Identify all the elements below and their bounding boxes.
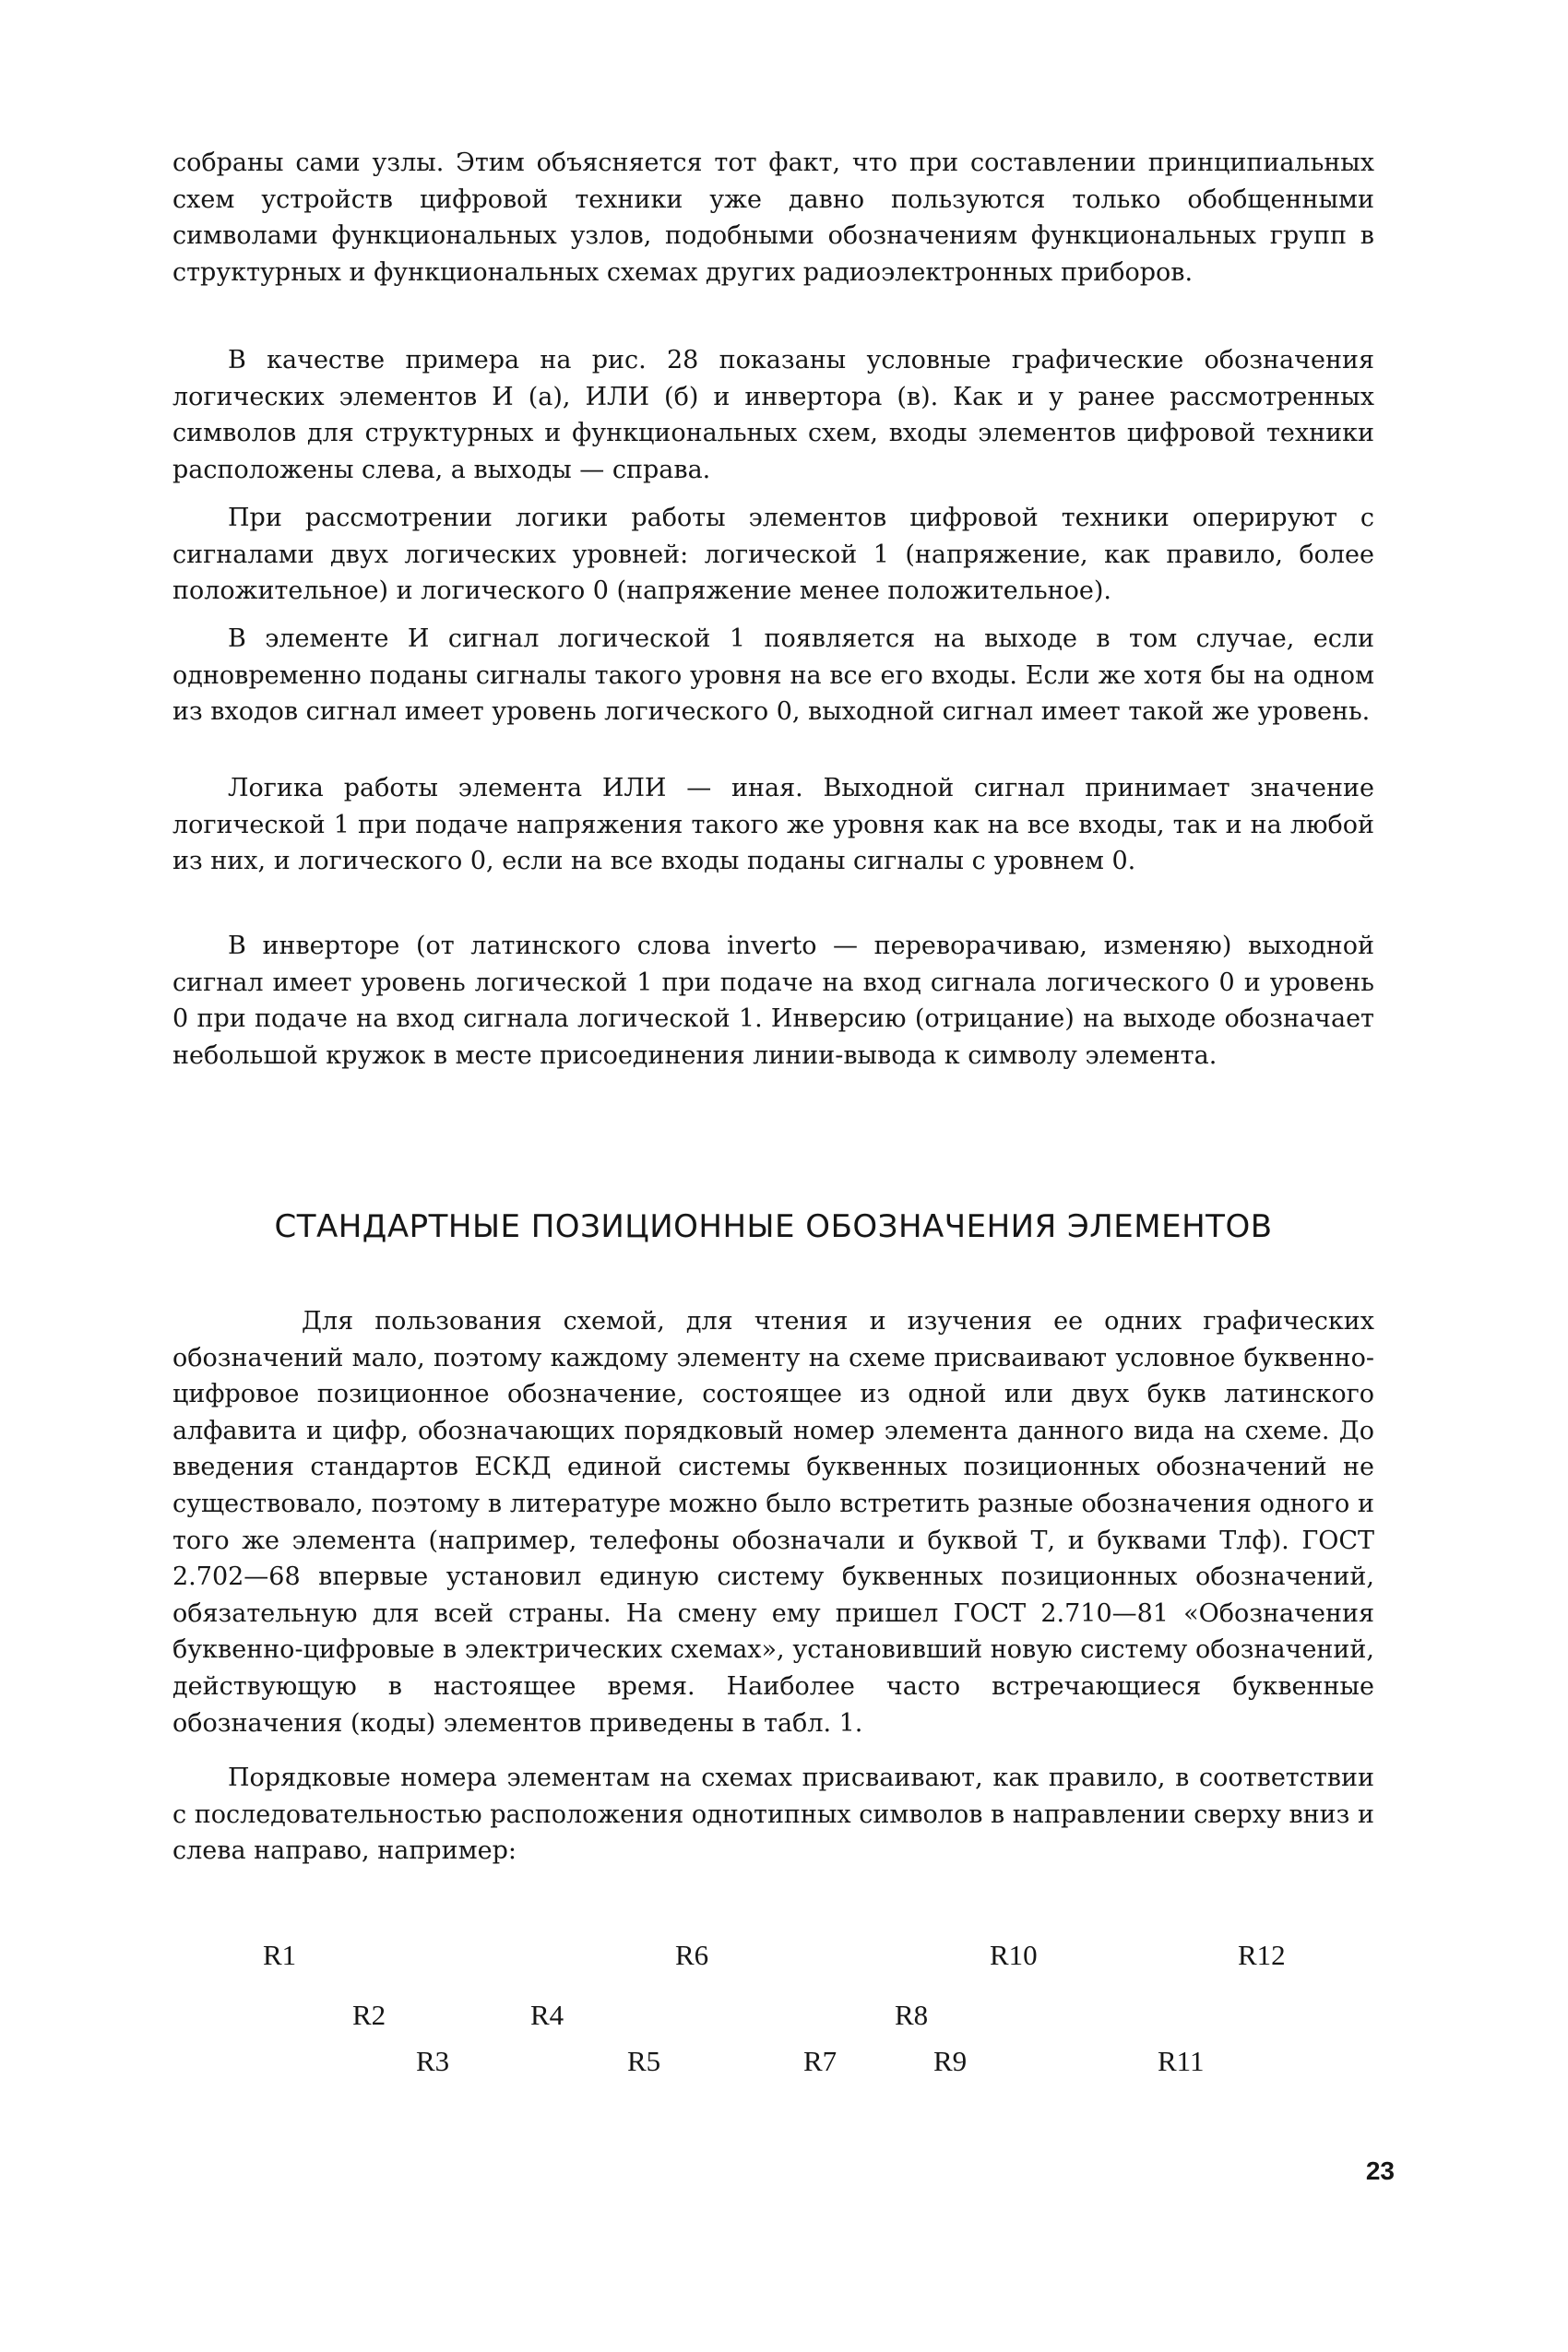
paragraph-position-designations: Для пользования схемой, для чтения и изучения ее одних графических обозначений мало, поэтому каждому элементу на схеме присваивают условное буквенно-цифровое позиционное обозначение, состоящее из одной или двух букв латинского алфавита и цифр, обозначающих порядковый номер элемента данного вида на схеме. До введения стандартов ЕСКД единой системы буквенных позиционных обозначений не существовало, поэтому в литературе можно было встретить разные обозначения одного и того же элемента (например, телефоны обозначали и буквой Т, и буквами Тлф). ГОСТ 2.702—68 впервые установил единую систему буквенных позиционных обозначений, обязательную для всей страны. На смену ему пришел ГОСТ 2.710—81 «Обозначения буквенно-цифровые в электрических схемах», установивший новую систему обозначений, действующую в настоящее время. Наиболее часто встречающиеся буквенные обозначения (коды) элементов приведены в табл. 1. — [172, 1307, 1374, 1738]
paragraph-figure-example: В качестве примера на рис. 28 показаны условные графические обозначения логических элементов И (а), ИЛИ (б) и инвертора (в). Как и у ранее рассмотренных символов для структурных и функциональных схем, входы элементов цифровой техники расположены слева, а выходы — справа. — [172, 346, 1374, 484]
paragraph-inverter: В инверторе (от латинского слова inverto — переворачиваю, изменяю) выходной сигнал имеет уровень логической 1 при подаче на вход сигнала логического 0 и уровень 0 при подаче на вход сигнала логической 1. Инверсию (отрицание) на выходе обозначает небольшой кружок в месте присоединения линии-вывода к символу элемента. — [172, 932, 1374, 1070]
designation-label: R8 — [895, 1999, 929, 2031]
designation-label: R1 — [263, 1939, 297, 1971]
paragraph-and-element: В элементе И сигнал логической 1 появляется на выходе в том случае, если одновременно поданы сигналы такого уровня на все его входы. Если же хотя бы на одном из входов сигнал имеет уровень логического 0, выходной сигнал имеет такой же уровень. — [172, 624, 1374, 727]
paragraph-numbering-order: Порядковые номера элементам на схемах присваивают, как правило, в соответствии с последовательностью расположения однотипных символов в направлении сверху вниз и слева направо, например: — [172, 1764, 1374, 1866]
designation-label: R11 — [1158, 2045, 1205, 2077]
designation-label: R12 — [1238, 1939, 1286, 1971]
designation-label: R7 — [803, 2045, 837, 2077]
paragraph-logic-levels: При рассмотрении логики работы элементов цифровой техники оперируют с сигналами двух логических уровней: логической 1 (напряжение, как правило, более положительное) и логического 0 (напряжение менее положительное). — [172, 504, 1374, 606]
designation-label: R3 — [416, 2045, 450, 2077]
page-number: 23 — [1365, 2156, 1395, 2185]
paragraph-or-element: Логика работы элемента ИЛИ — иная. Выходной сигнал принимает значение логической 1 при подаче напряжения такого же уровня как на все входы, так и на любой из них, и логического 0, если на все входы поданы сигналы с уровнем 0. — [172, 774, 1374, 876]
designation-label: R10 — [990, 1939, 1038, 1971]
paragraph-continuation: собраны сами узлы. Этим объясняется тот факт, что при составлении принципиальных схем устройств цифровой техники уже давно пользуются только обобщенными символами функциональных узлов, подобными обозначениям функциональных групп в структурных и функциональных схемах других радиоэлектронных приборов. — [172, 148, 1374, 287]
designation-label: R2 — [352, 1999, 386, 2031]
designation-label: R9 — [933, 2045, 968, 2077]
section-heading: СТАНДАРТНЫЕ ПОЗИЦИОННЫЕ ОБОЗНАЧЕНИЯ ЭЛЕМЕНТОВ — [274, 1208, 1273, 1245]
designation-label: R6 — [675, 1939, 709, 1971]
designation-label: R4 — [530, 1999, 564, 2031]
designation-label: R5 — [627, 2045, 661, 2077]
